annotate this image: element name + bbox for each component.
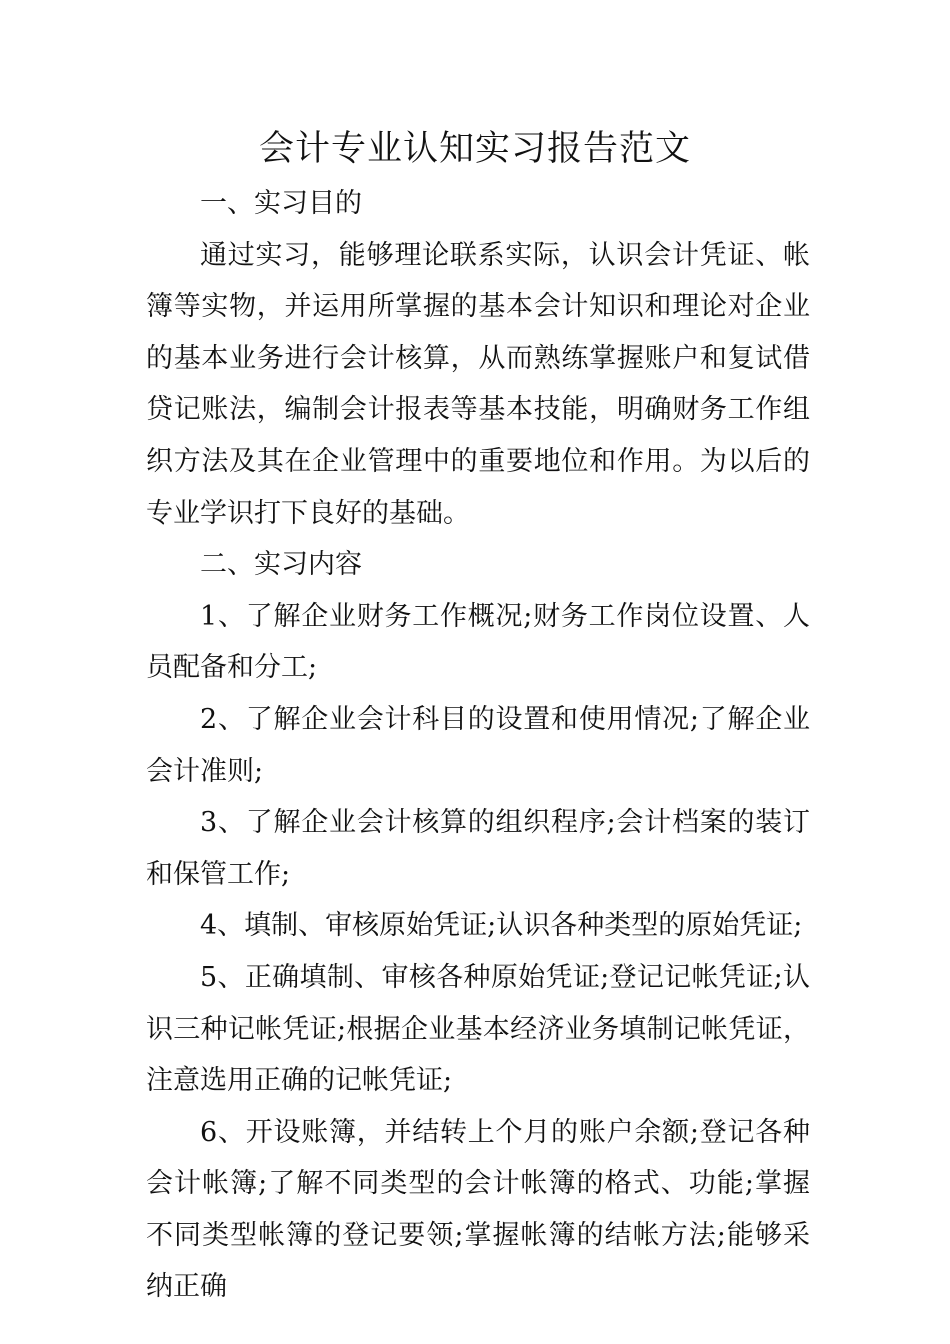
document-title: 会计专业认知实习报告范文 <box>258 129 691 169</box>
list-item-1: 1、了解企业财务工作概况;财务工作岗位设置、人员配备和分工; <box>146 600 810 684</box>
section-heading-purpose: 一、实习目的 <box>200 188 362 219</box>
section-heading-content: 二、实习内容 <box>200 549 362 581</box>
list-item-6: 6、开设账簿，并结转上个月的账户余额;登记各种会计帐簿;了解不同类型的会计帐簿的格式、功能;掌握不同类型帐簿的登记要领;掌握帐簿的结帐方法;能够采纳正确 <box>146 1116 810 1303</box>
list-item-5: 5、正确填制、审核各种原始凭证;登记记帐凭证;认识三种记帐凭证;根据企业基本经济业务填制记帐凭证，注意选用正确的记帐凭证; <box>146 961 810 1097</box>
paragraph-purpose: 通过实习，能够理论联系实际，认识会计凭证、帐簿等实物，并运用所掌握的基本会计知识和理论对企业的基本业务进行会计核算，从而熟练掌握账户和复试借贷记账法，编制会计报表等基本技能，明确财务工作组织方法及其在企业管理中的重要地位和作用。为以后的专业学识打下良好的基础。 <box>146 239 810 529</box>
list-item-4: 4、填制、审核原始凭证;认识各种类型的原始凭证; <box>200 910 803 942</box>
list-item-2: 2、了解企业会计科目的设置和使用情况;了解企业会计准则; <box>146 703 810 787</box>
document-body <box>146 178 810 1313</box>
list-item-3: 3、了解企业会计核算的组织程序;会计档案的装订和保管工作; <box>146 807 810 890</box>
